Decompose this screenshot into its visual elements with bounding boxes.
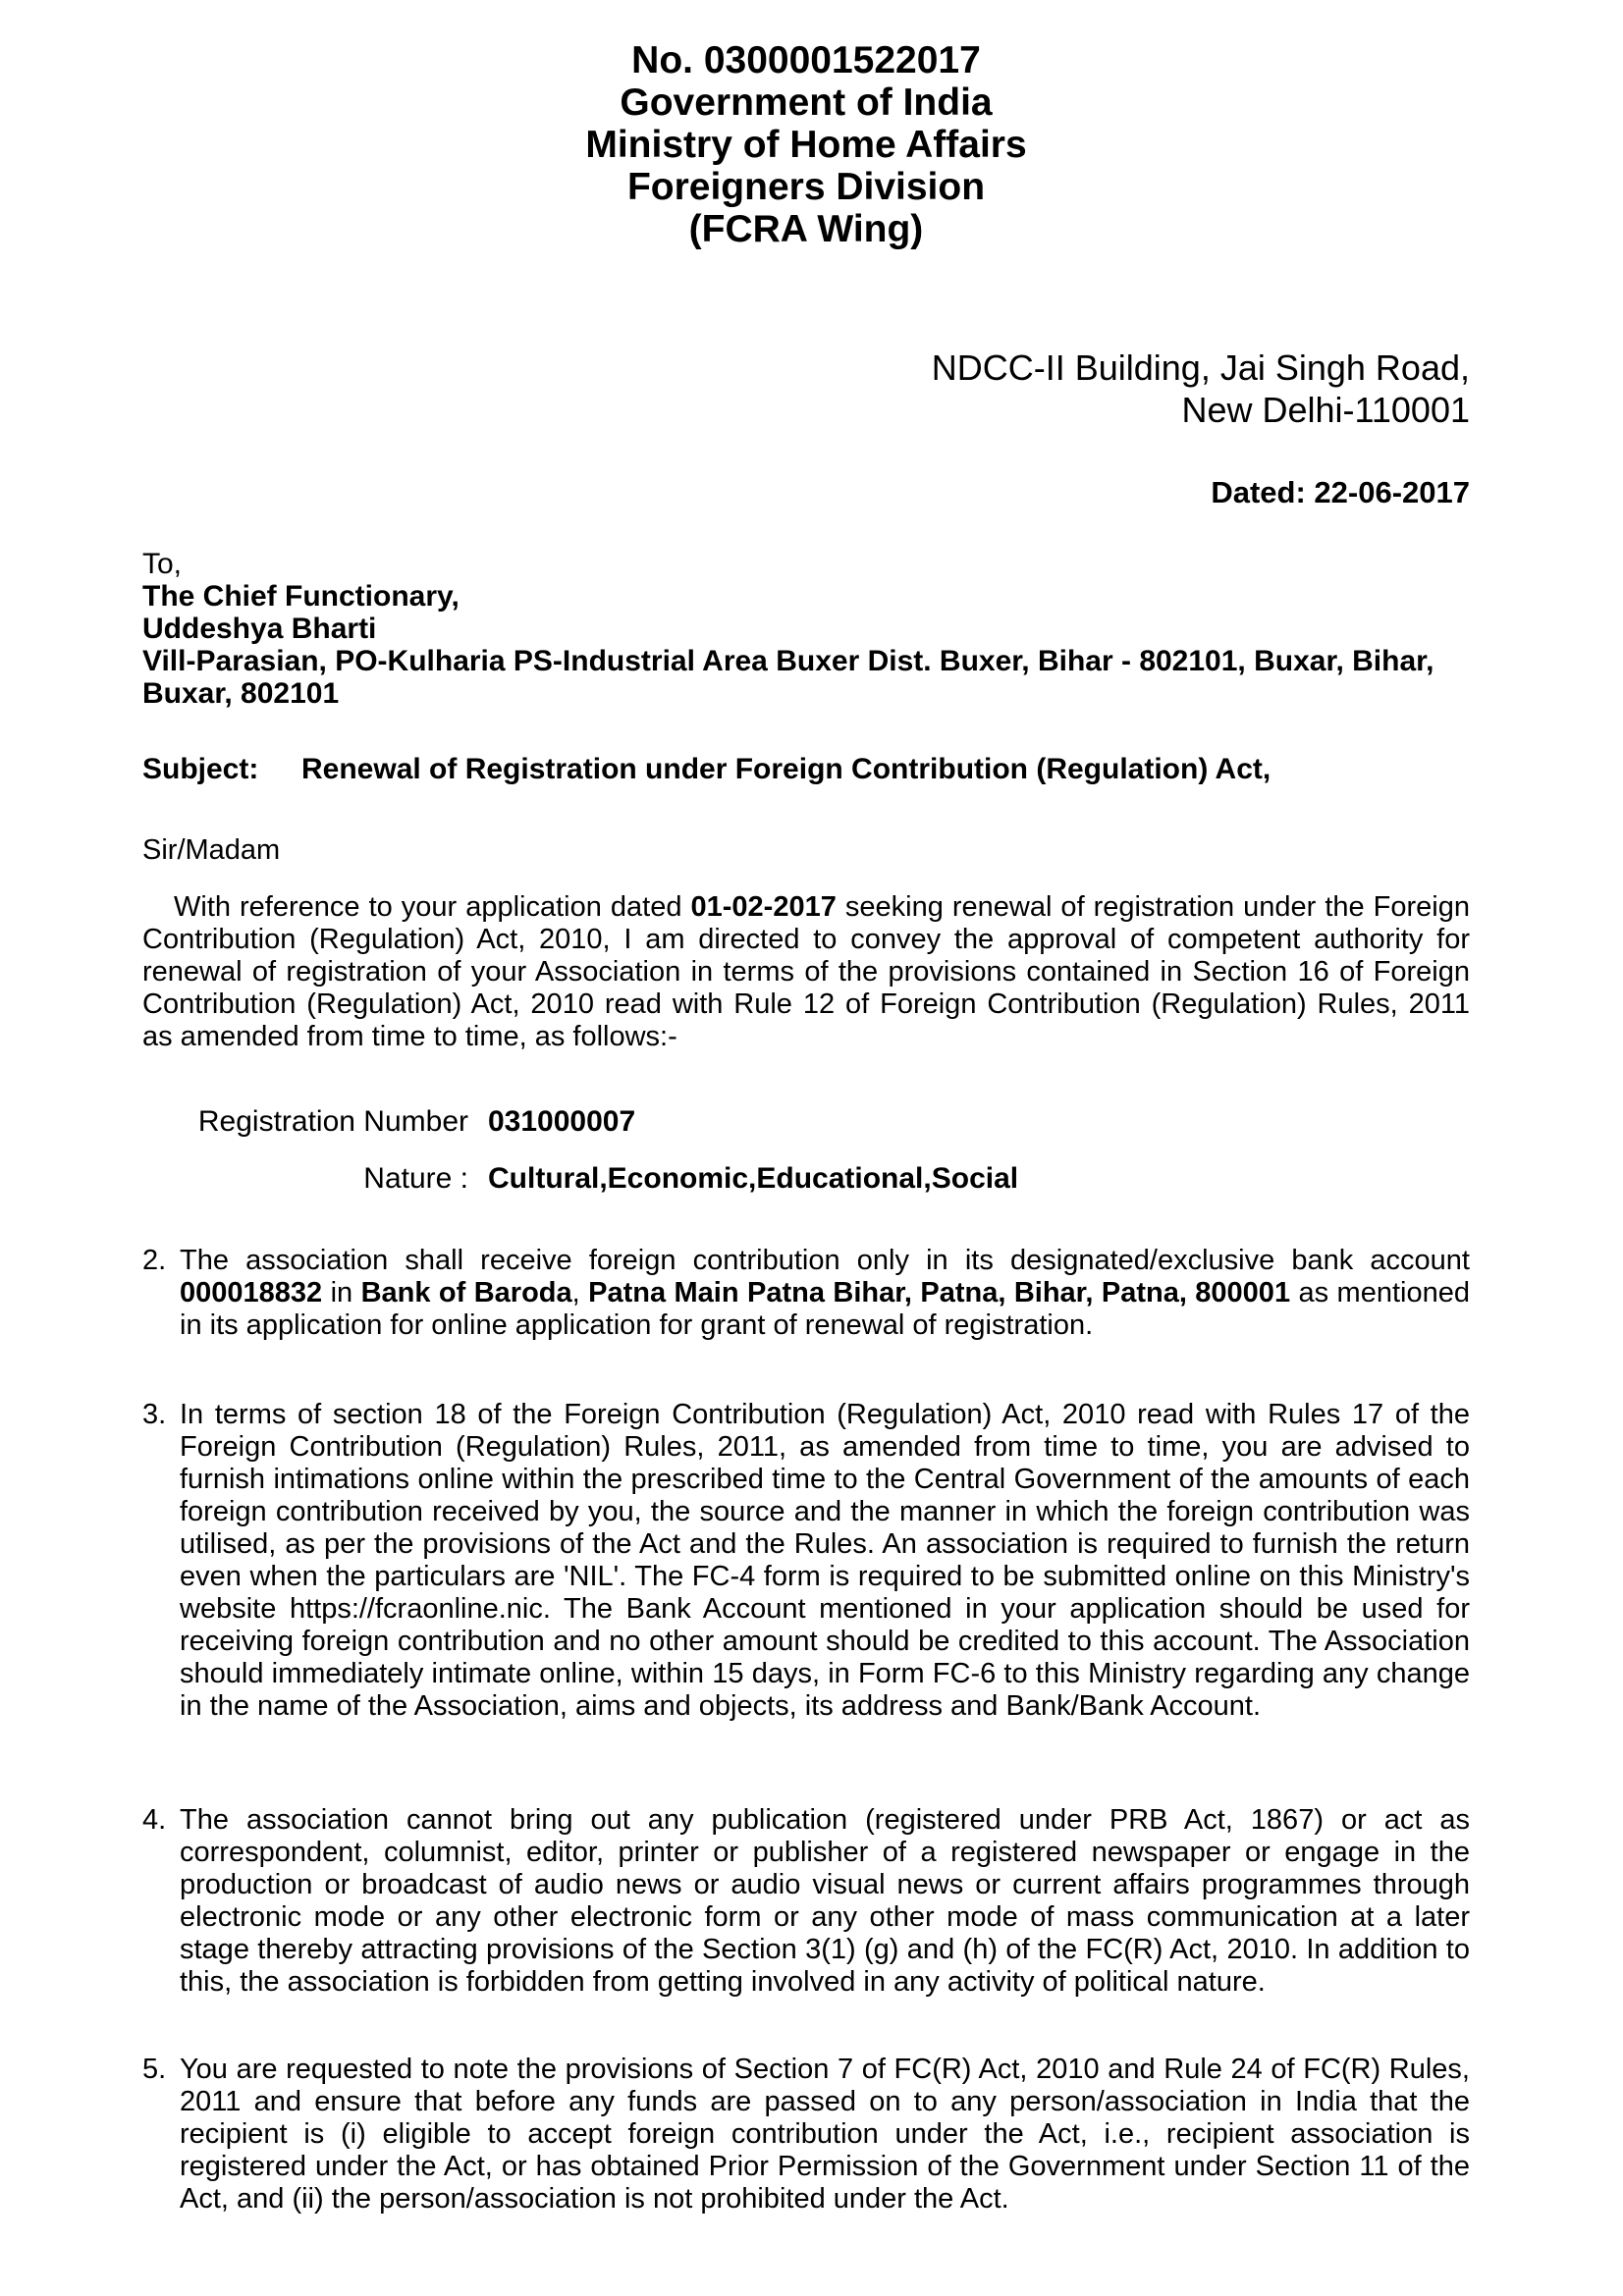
letter-date-value: 22-06-2017 [1314, 475, 1470, 509]
subject-text: Renewal of Registration under Foreign Contribution (Regulation) Act, [301, 753, 1271, 785]
list-item-5 [142, 2054, 1470, 2216]
org-line-wing: (FCRA Wing) [688, 208, 924, 250]
recipient-salutation: To, [142, 548, 183, 580]
list-item-3-text: In terms of section 18 of the Foreign Contribution (Regulation) Act, 2010 read with Rules 17 of the Foreign Contribution (Regulation) Rules, 2011, as amended from time to time, you are advised to furnish intimations online within the prescribed time to the Central Government of the amounts of each foreign contribution received by you, the source and the manner in which the foreign contribution was utilised, as per the provisions of the Act and the Rules. An association is required to furnish the return even when the particulars are 'NIL'. The FC-4 form is required to be submitted online on this Ministry's website https://fcraonline.nic. The Bank Account mentioned in your application should be used for receiving foreign contribution and no other amount should be credited to this account. The Association should immediately intimate online, within 15 days, in Form FC-6 to this Ministry regarding any change in the name of the Association, aims and objects, its address and Bank/Bank Account. [180, 1399, 1470, 1722]
registration-number-value: 031000007 [488, 1105, 636, 1138]
recipient-address: Vill-Parasian, PO-Kulharia PS-Industrial Area Buxer Dist. Buxer, Bihar - 802101, Buxar, Bihar, Buxar, 802101 [142, 645, 1434, 710]
letter-date-label: Dated: [1211, 475, 1306, 509]
org-line-division: Foreigners Division [626, 166, 986, 208]
office-address-line-1: NDCC-II Building, Jai Singh Road, [931, 347, 1470, 388]
list-item-4-text: The association cannot bring out any publication (registered under PRB Act, 1867) or act as correspondent, columnist, editor, printer or publisher of a registered newspaper or engage in the production or broadcast of audio news or audio visual news or current affairs programmes through electronic mode or any other electronic form or any other mode of mass communication at a later stage thereby attracting provisions of the Section 3(1) (g) and (h) of the FC(R) Act, 2010. In addition to this, the association is forbidden from getting involved in any activity of political nature. [180, 1804, 1470, 1998]
subject-label: Subject: [142, 753, 259, 785]
recipient-title: The Chief Functionary, [142, 580, 460, 613]
list-item-2 [142, 1245, 1470, 1342]
office-address-line-2: New Delhi-110001 [1181, 390, 1470, 430]
registration-number-row [142, 1104, 1470, 1140]
list-item-5-number: 5. [142, 2054, 167, 2085]
intro-paragraph: With reference to your application dated 01-02-2017 seeking renewal of registration under the Foreign Contribution (Regulation) Act, 2010, I am directed to convey the approval of competent authority for renewal of registration of your Association in terms of the provisions contained in Section 16 of Foreign Contribution (Regulation) Act, 2010 read with Rule 12 of Foreign Contribution (Regulation) Rules, 2011 as amended from time to time, as follows:- [142, 891, 1470, 1052]
list-item-5-text: You are requested to note the provisions of Section 7 of FC(R) Act, 2010 and Rule 24 of FC(R) Rules, 2011 and ensure that before any funds are passed on to any person/association in India that the recipient is (i) eligible to accept foreign contribution under the Act, i.e., recipient association is registered under the Act, or has obtained Prior Permission of the Government under Section 11 of the Act, and (ii) the person/association is not prohibited under the Act. [180, 2054, 1470, 2215]
reference-number: No. 0300001522017 [631, 39, 981, 81]
letter-date [142, 475, 1470, 510]
list-item-4-number: 4. [142, 1804, 167, 1836]
list-item-4 [142, 1804, 1470, 1999]
list-item-3 [142, 1399, 1470, 1723]
recipient-organisation: Uddeshya Bharti [142, 613, 377, 645]
nature-value: Cultural,Economic,Educational,Social [488, 1162, 1019, 1195]
nature-label: Nature : [363, 1162, 468, 1195]
list-item-2-number: 2. [142, 1245, 167, 1276]
recipient-block [142, 548, 1470, 710]
subject-line [142, 753, 1470, 786]
org-line-ministry: Ministry of Home Affairs [585, 124, 1027, 166]
list-item-2-text: The association shall receive foreign contribution only in its designated/exclusive bank account 000018832 in Bank of Baroda, Patna Main Patna Bihar, Patna, Bihar, Patna, 800001 as mentioned in its application for online application for grant of renewal of registration. [180, 1245, 1470, 1341]
greeting: Sir/Madam [142, 834, 281, 866]
registration-number-label: Registration Number [197, 1105, 468, 1138]
org-line-government: Government of India [620, 81, 993, 124]
office-address [142, 347, 1470, 431]
letterhead [142, 39, 1470, 250]
list-item-3-number: 3. [142, 1399, 167, 1430]
nature-row [142, 1161, 1470, 1197]
